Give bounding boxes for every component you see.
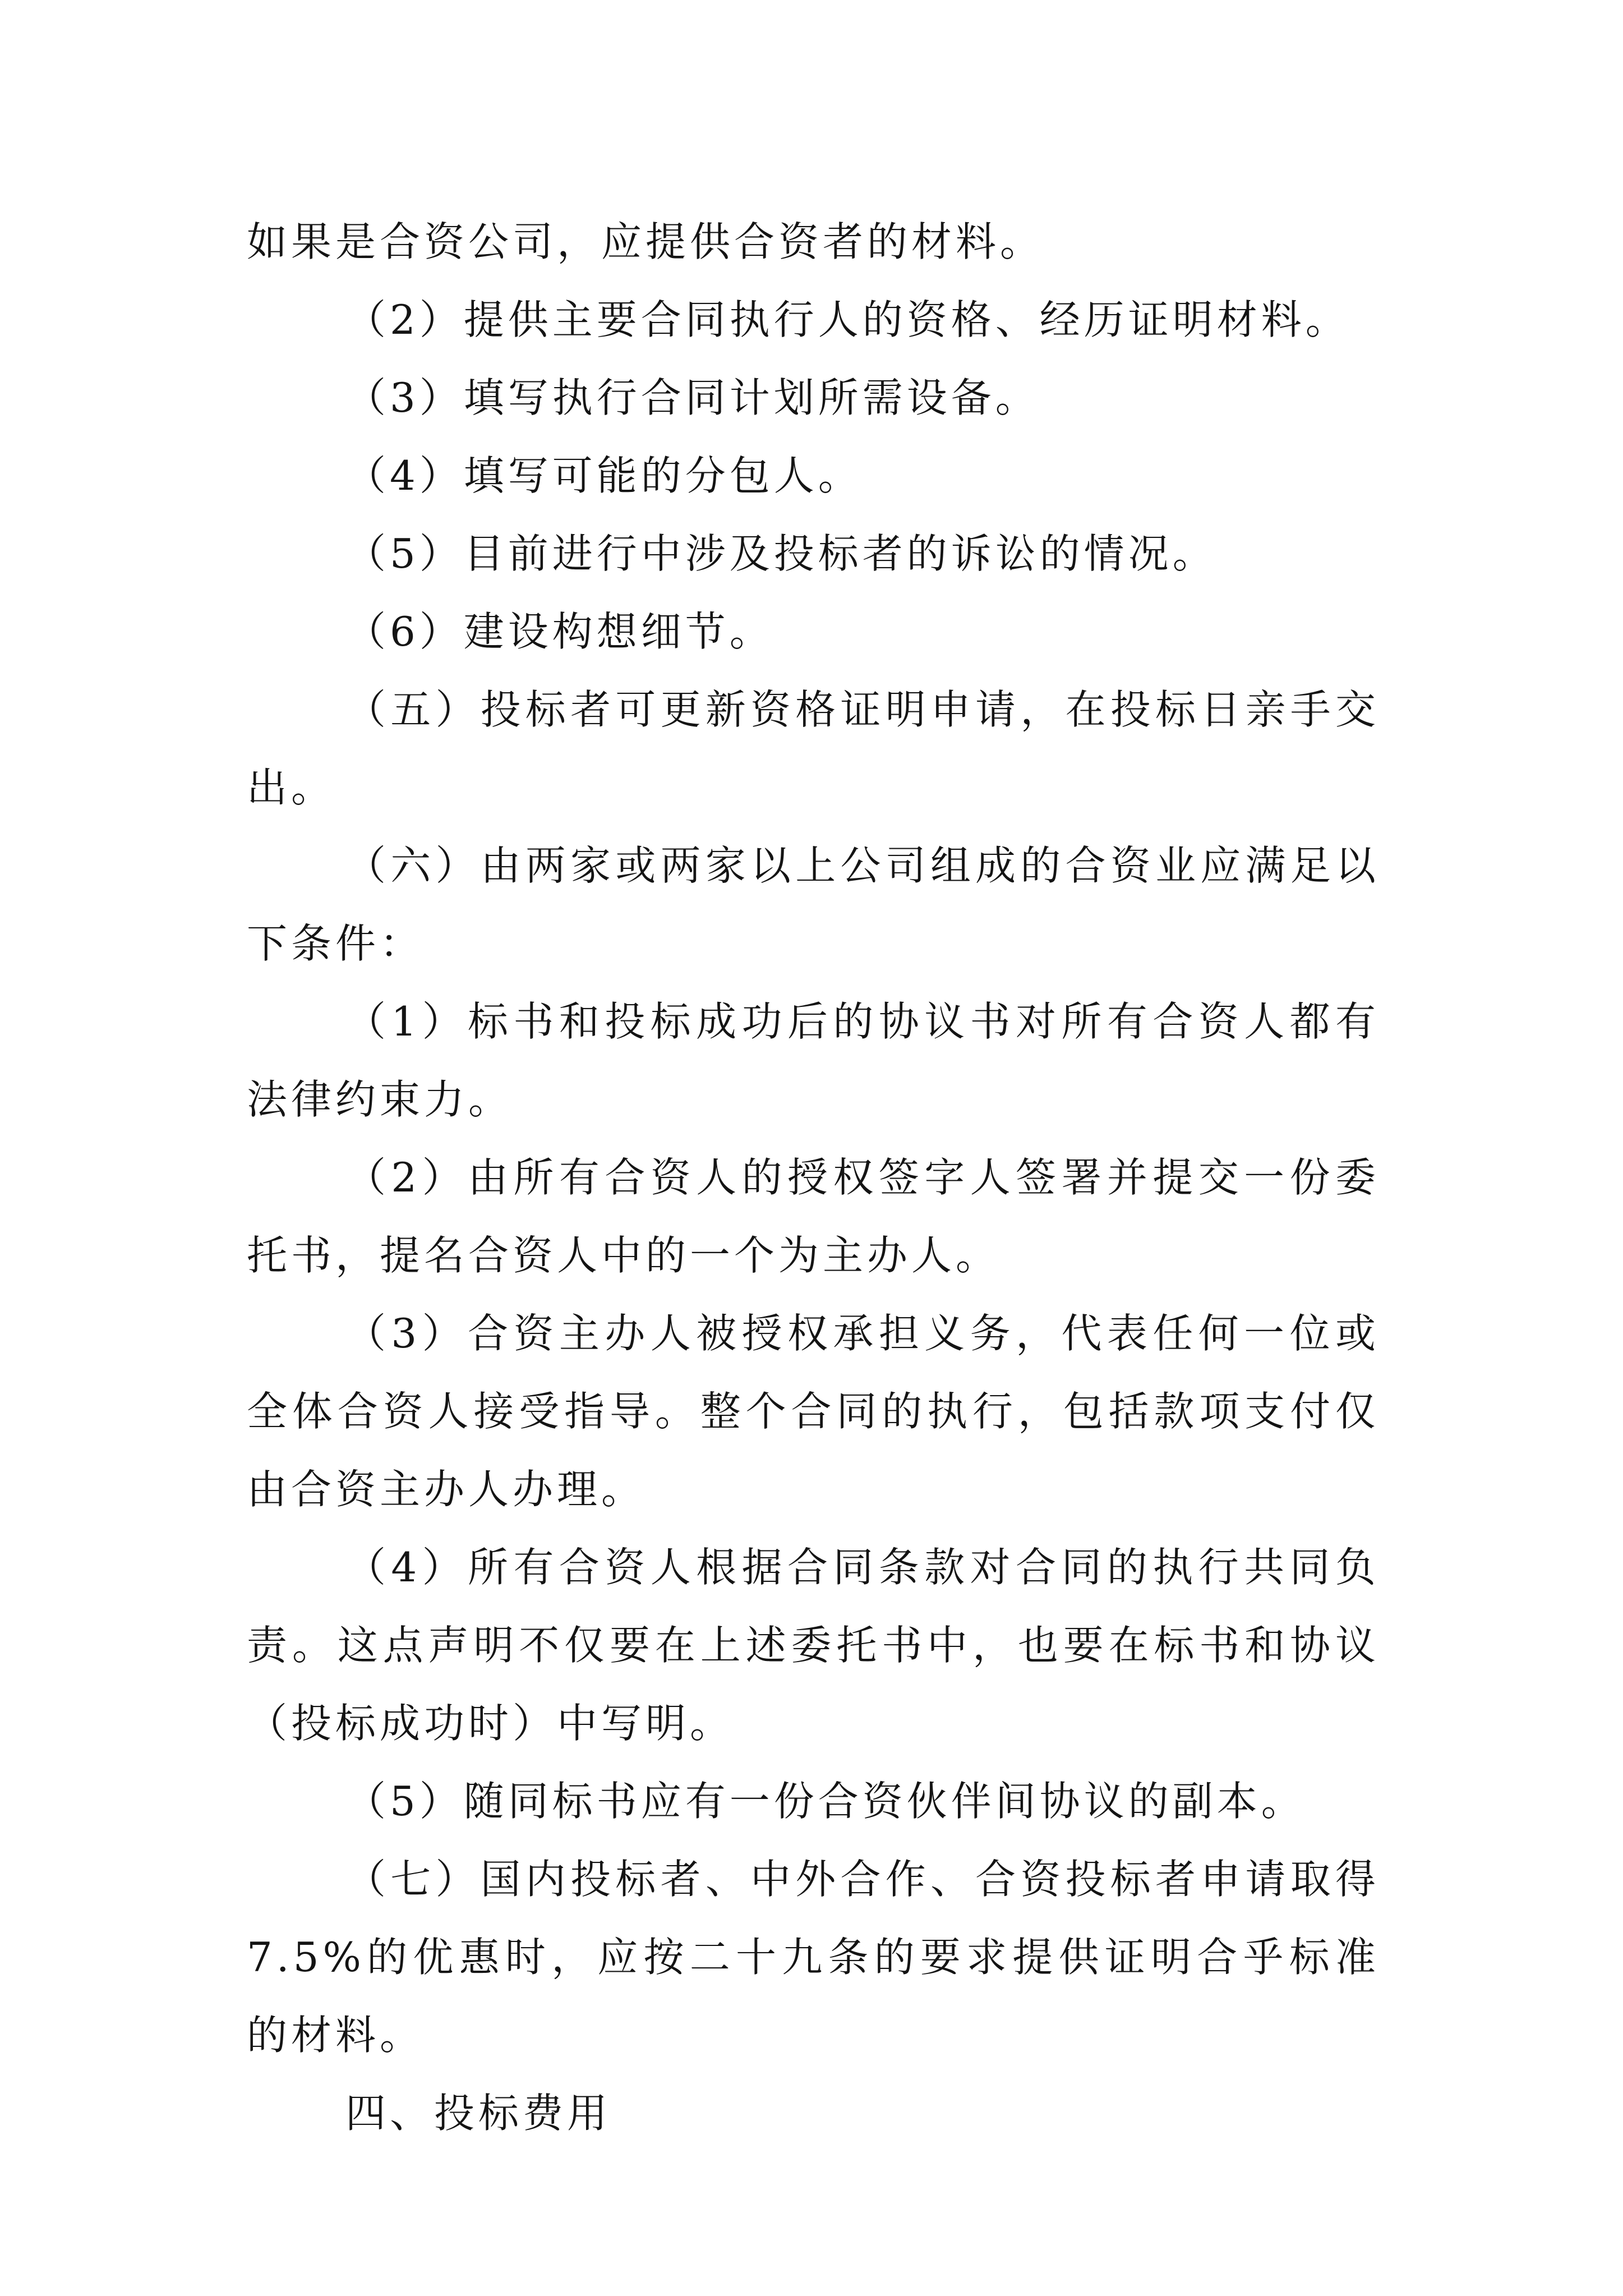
paragraph-item-3-equipment: （3）填写执行合同计划所需设备。 xyxy=(345,374,1040,421)
paragraph-jv-item-1-binding: （1）标书和投标成功后的协议书对所有合资人都有法律约束力。 xyxy=(247,998,1380,1123)
document-body xyxy=(247,203,1380,2152)
paragraph-jv-item-4-joint-responsibility: （4）所有合资人根据合同条款对合同的执行共同负责。这点声明不仅要在上述委托书中，也要在标书和协议（投标成功时）中写明。 xyxy=(247,1544,1380,1747)
paragraph-item-2-qualifications: （2）提供主要合同执行人的资格、经历证明材料。 xyxy=(345,296,1350,343)
paragraph-item-6-construction-details: （6）建设构想细节。 xyxy=(345,608,774,655)
paragraph-item-4-subcontractors: （4）填写可能的分包人。 xyxy=(345,452,863,499)
section-heading-bid-costs: 四、投标费用 xyxy=(345,2090,612,2137)
paragraph-section-5-update-application: （五）投标者可更新资格证明申请，在投标日亲手交出。 xyxy=(247,686,1380,811)
paragraph-section-7-preference: （七）国内投标者、中外合作、合资投标者申请取得7.5%的优惠时，应按二十九条的要求提供证明合乎标准的材料。 xyxy=(247,1856,1380,2059)
paragraph-section-6-joint-venture-conditions: （六）由两家或两家以上公司组成的合资业应满足以下条件： xyxy=(247,842,1380,967)
paragraph-jv-item-2-power-of-attorney: （2）由所有合资人的授权签字人签署并提交一份委托书，提名合资人中的一个为主办人。 xyxy=(247,1154,1380,1279)
paragraph-item-5-litigation: （5）目前进行中涉及投标者的诉讼的情况。 xyxy=(345,530,1217,577)
paragraph-jv-item-5-agreement-copy: （5）随同标书应有一份合资伙伴间协议的副本。 xyxy=(345,1778,1306,1825)
paragraph-joint-venture-materials: 如果是合资公司，应提供合资者的材料。 xyxy=(247,218,1045,265)
paragraph-jv-item-3-lead-partner: （3）合资主办人被授权承担义务，代表任何一位或全体合资人接受指导。整个合同的执行，包括款项支付仅由合资主办人办理。 xyxy=(247,1310,1380,1513)
